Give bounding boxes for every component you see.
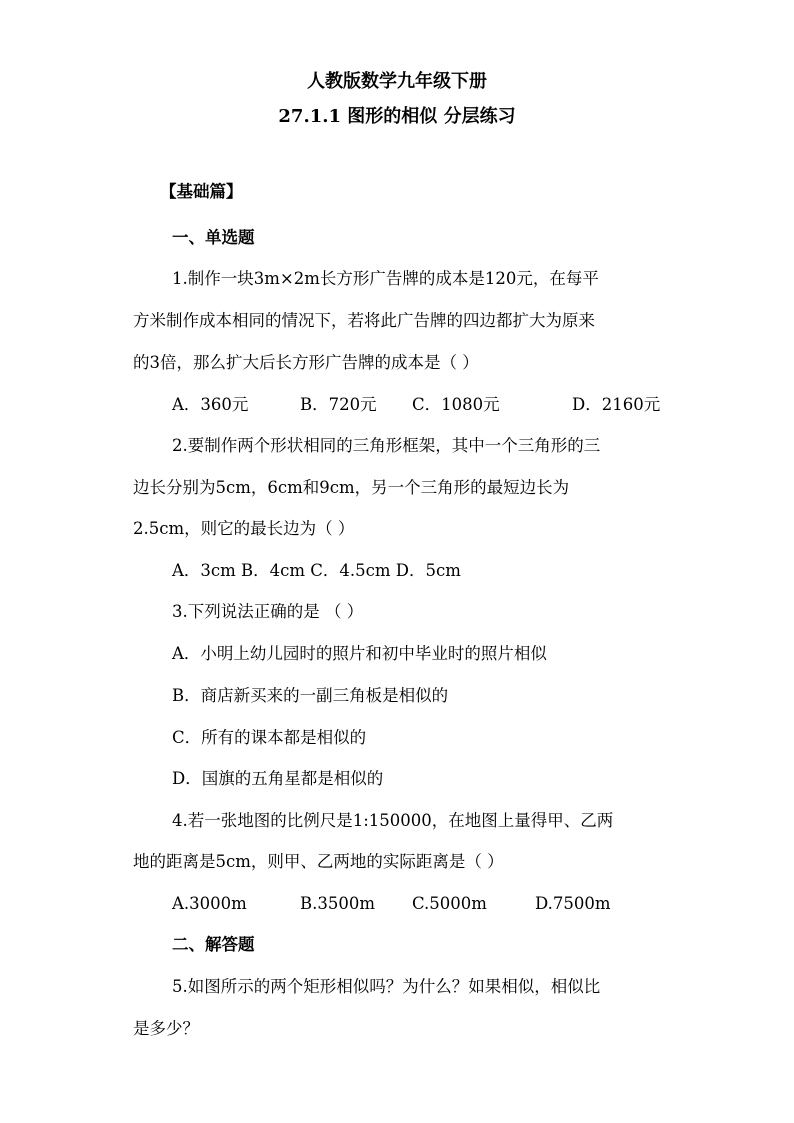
q1-line3: 的3倍，那么扩大后长方形广告牌的成本是（ ） (133, 353, 479, 372)
q4-option-c: C.5000m (412, 894, 487, 913)
q1-option-d: D．2160元 (572, 395, 661, 414)
q2-line2: 边长分别为5cm，6cm和9cm，另一个三角形的最短边长为 (133, 478, 570, 497)
q3-option-d: D．国旗的五角星都是相似的 (172, 769, 384, 788)
q1-line1: 1.制作一块3m×2m长方形广告牌的成本是120元，在每平 (172, 269, 599, 288)
q5-line1: 5.如图所示的两个矩形相似吗？为什么？如果相似，相似比 (172, 977, 601, 996)
q4-line2: 地的距离是5cm，则甲、乙两地的实际距离是（ ） (133, 852, 504, 871)
q1-option-a: A．360元 (172, 395, 249, 414)
section-basic: 【基础篇】 (160, 182, 243, 201)
q4-line1: 4.若一张地图的比例尺是1:150000，在地图上量得甲、乙两 (172, 811, 614, 830)
q2-line3: 2.5cm，则它的最长边为（ ） (133, 519, 355, 538)
q1-option-c: C．1080元 (412, 395, 500, 414)
q3-option-b: B．商店新买来的一副三角板是相似的 (172, 686, 449, 705)
q1-line2: 方米制作成本相同的情况下，若将此广告牌的四边都扩大为原来 (133, 311, 595, 330)
document-subtitle: 27.1.1 图形的相似 分层练习 (278, 106, 516, 127)
part2-heading: 二、解答题 (172, 935, 255, 954)
q4-option-a: A.3000m (172, 894, 247, 913)
q3-option-c: C．所有的课本都是相似的 (172, 728, 367, 747)
part1-heading: 一、单选题 (172, 228, 255, 247)
q5-line2: 是多少？ (133, 1019, 199, 1038)
q2-options: A．3cm B．4cm C．4.5cm D．5cm (172, 561, 461, 580)
document-title: 人教版数学九年级下册 (307, 71, 487, 92)
q1-option-b: B．720元 (300, 395, 377, 414)
q4-option-b: B.3500m (300, 894, 376, 913)
q4-option-d: D.7500m (535, 894, 611, 913)
q2-line1: 2.要制作两个形状相同的三角形框架，其中一个三角形的三 (172, 436, 601, 455)
q3-line1: 3.下列说法正确的是 （ ） (172, 602, 364, 621)
q3-option-a: A．小明上幼儿园时的照片和初中毕业时的照片相似 (172, 644, 547, 663)
